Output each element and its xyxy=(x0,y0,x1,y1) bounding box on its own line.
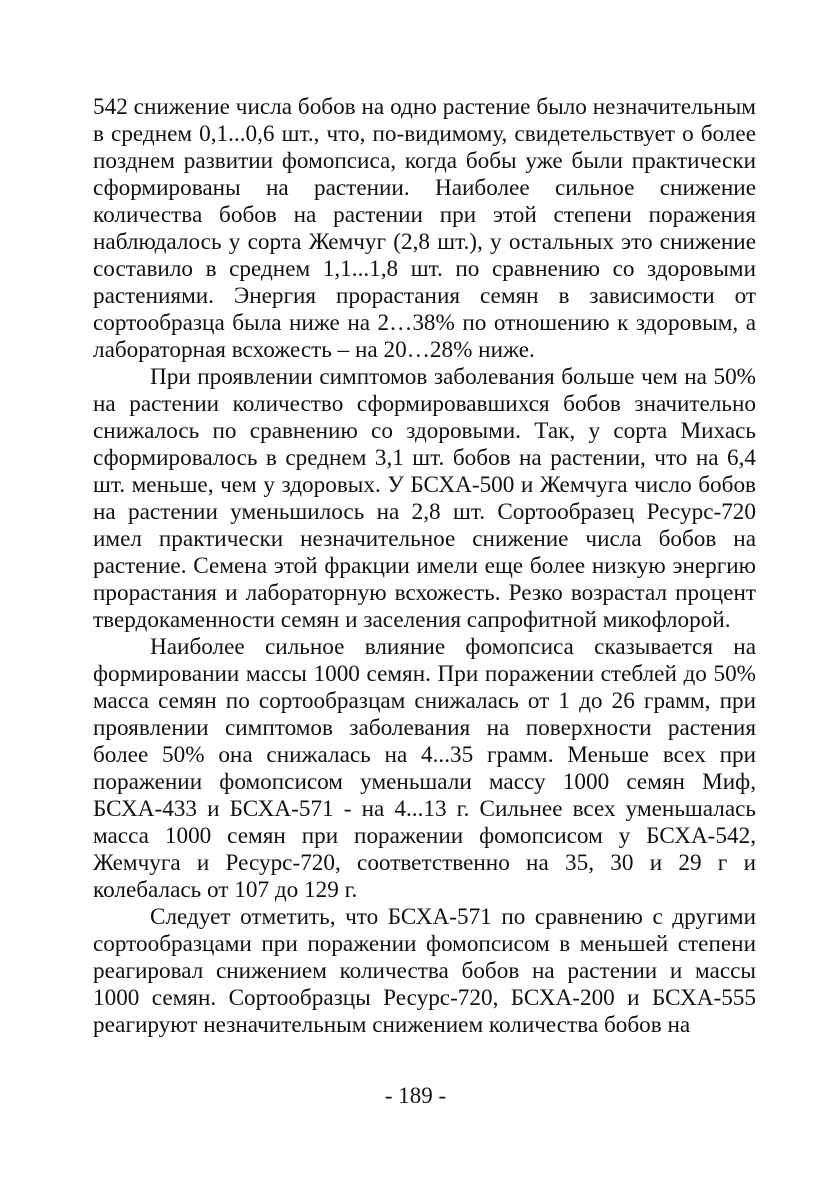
paragraph-1: 542 снижение числа бобов на одно растение было незначительным в среднем 0,1...0,6 шт., что, по-видимому, свидетельствует о более позднем развитии фомопсиса, когда бобы уже были практически сформированы на растении. Наиболее сильное снижение количества бобов на растении при этой степени поражения наблюдалось у сорта Жемчуг (2,8 шт.), у остальных это снижение составило в среднем 1,1...1,8 шт. по сравнению со здоровыми растениями. Энергия прорастания семян в зависимости от сортообразца была ниже на 2…38% по отношению к здоровым, а лабораторная всхожесть – на 20…28% ниже. xyxy=(93,94,756,363)
paragraph-3: Наиболее сильное влияние фомопсиса сказывается на формировании массы 1000 семян. При поражении стеблей до 50% масса семян по сортообразцам снижалась от 1 до 26 грамм, при проявлении симптомов заболевания на поверхности растения более 50% она снижалась на 4...35 грамм. Меньше всех при поражении фомопсисом уменьшали массу 1000 семян Миф, БСХА-433 и БСХА-571 - на 4...13 г. Сильнее всех уменьшалась масса 1000 семян при поражении фомопсисом у БСХА-542, Жемчуга и Ресурс-720, соответственно на 35, 30 и 29 г и колебалась от 107 до 129 г. xyxy=(93,634,756,903)
paragraph-2: При проявлении симптомов заболевания больше чем на 50% на растении количество сформировавшихся бобов значительно снижалось по сравнению со здоровыми. Так, у сорта Михась сформировалось в среднем 3,1 шт. бобов на растении, что на 6,4 шт. меньше, чем у здоровых. У БСХА-500 и Жемчуга число бобов на растении уменьшилось на 2,8 шт. Сортообразец Ресурс-720 имел практически незначительное снижение числа бобов на растение. Семена этой фракции имели еще более низкую энергию прорастания и лабораторную всхожесть. Резко возрастал процент твердокаменности семян и заселения сапрофитной микофлорой. xyxy=(93,364,756,633)
page-number: - 189 - xyxy=(384,1083,447,1108)
paragraph-4: Следует отметить, что БСХА-571 по сравнению с другими сортообразцами при поражении фомопсисом в меньшей степени реагировал снижением количества бобов на растении и массы 1000 семян. Сортообразцы Ресурс-720, БСХА-200 и БСХА-555 реагируют незначительным снижением количества бобов на xyxy=(93,904,756,1038)
body-text xyxy=(93,94,756,1039)
